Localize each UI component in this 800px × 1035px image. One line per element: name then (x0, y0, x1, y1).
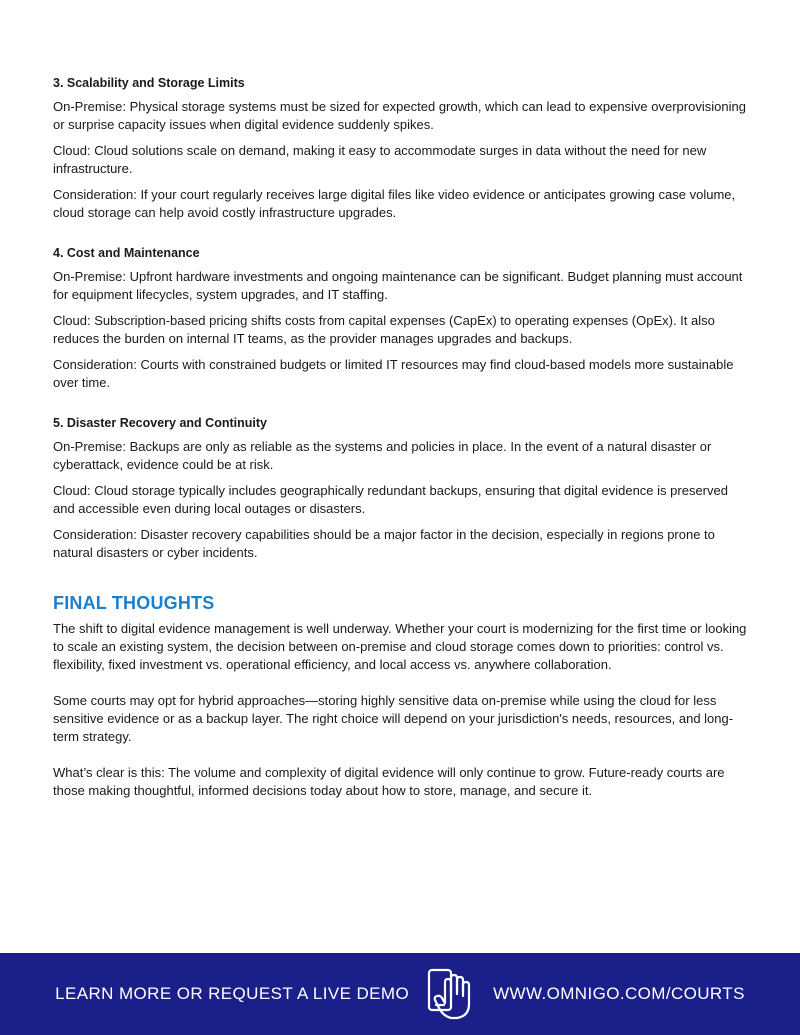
section-heading: 3. Scalability and Storage Limits (53, 76, 245, 90)
section-disaster-recovery (53, 414, 753, 562)
paragraph: On-Premise: Upfront hardware investments and ongoing maintenance can be significant. Budget planning must account for equipment lifecycles, system upgrades, and IT staffing. (53, 269, 743, 302)
final-thoughts-paragraph: What’s clear is this: The volume and complexity of digital evidence will only continue to grow. Future-ready courts are those making thoughtful, informed decisions today about how to store, manage, and secure it. (53, 765, 725, 798)
hand-touch-device-icon (425, 966, 477, 1022)
paragraph: Cloud: Cloud solutions scale on demand, making it easy to accommodate surges in data without the need for new infrastructure. (53, 143, 707, 176)
paragraph: Cloud: Subscription-based pricing shifts costs from capital expenses (CapEx) to operating expenses (OpEx). It also reduces the burden on internal IT teams, as the provider manages upgrades and backups. (53, 313, 715, 346)
section-heading: 4. Cost and Maintenance (53, 246, 200, 260)
paragraph: On-Premise: Backups are only as reliable as the systems and policies in place. In the event of a natural disaster or cyberattack, evidence could be at risk. (53, 439, 712, 472)
section-heading: 5. Disaster Recovery and Continuity (53, 416, 267, 430)
final-thoughts-paragraph: The shift to digital evidence management is well underway. Whether your court is modernizing for the first time or looking to scale an existing system, the decision between on-premise and cloud storage comes down to priorities: control vs. flexibility, fixed investment vs. operational efficiency, and local access vs. anywhere collaboration. (53, 621, 747, 672)
paragraph: Cloud: Cloud storage typically includes geographically redundant backups, ensuring that digital evidence is preserved and accessible even during local outages or disasters. (53, 483, 728, 516)
paragraph: On-Premise: Physical storage systems must be sized for expected growth, which can lead to expensive overprovisioning or surprise capacity issues when digital evidence suddenly spikes. (53, 99, 746, 132)
paragraph: Consideration: Courts with constrained budgets or limited IT resources may find cloud-based models more sustainable over time. (53, 357, 734, 390)
footer-banner (0, 953, 800, 1035)
paragraph: Consideration: Disaster recovery capabilities should be a major factor in the decision, especially in regions prone to natural disasters or cyber incidents. (53, 527, 715, 560)
cta-link[interactable]: LEARN MORE OR REQUEST A LIVE DEMO (55, 984, 410, 1003)
document-body (53, 74, 753, 818)
section-scalability (53, 74, 753, 222)
section-cost (53, 244, 753, 392)
final-thoughts-heading: FINAL THOUGHTS (53, 593, 215, 613)
final-thoughts-paragraph: Some courts may opt for hybrid approaches—storing highly sensitive data on-premise while using the cloud for less sensitive evidence or as a backup layer. The right choice will depend on your jurisdiction's needs, resources, and long-term strategy. (53, 693, 734, 744)
website-link[interactable]: WWW.OMNIGO.COM/COURTS (493, 984, 745, 1003)
paragraph: Consideration: If your court regularly receives large digital files like video evidence or anticipates growing case volume, cloud storage can help avoid costly infrastructure upgrades. (53, 187, 736, 220)
